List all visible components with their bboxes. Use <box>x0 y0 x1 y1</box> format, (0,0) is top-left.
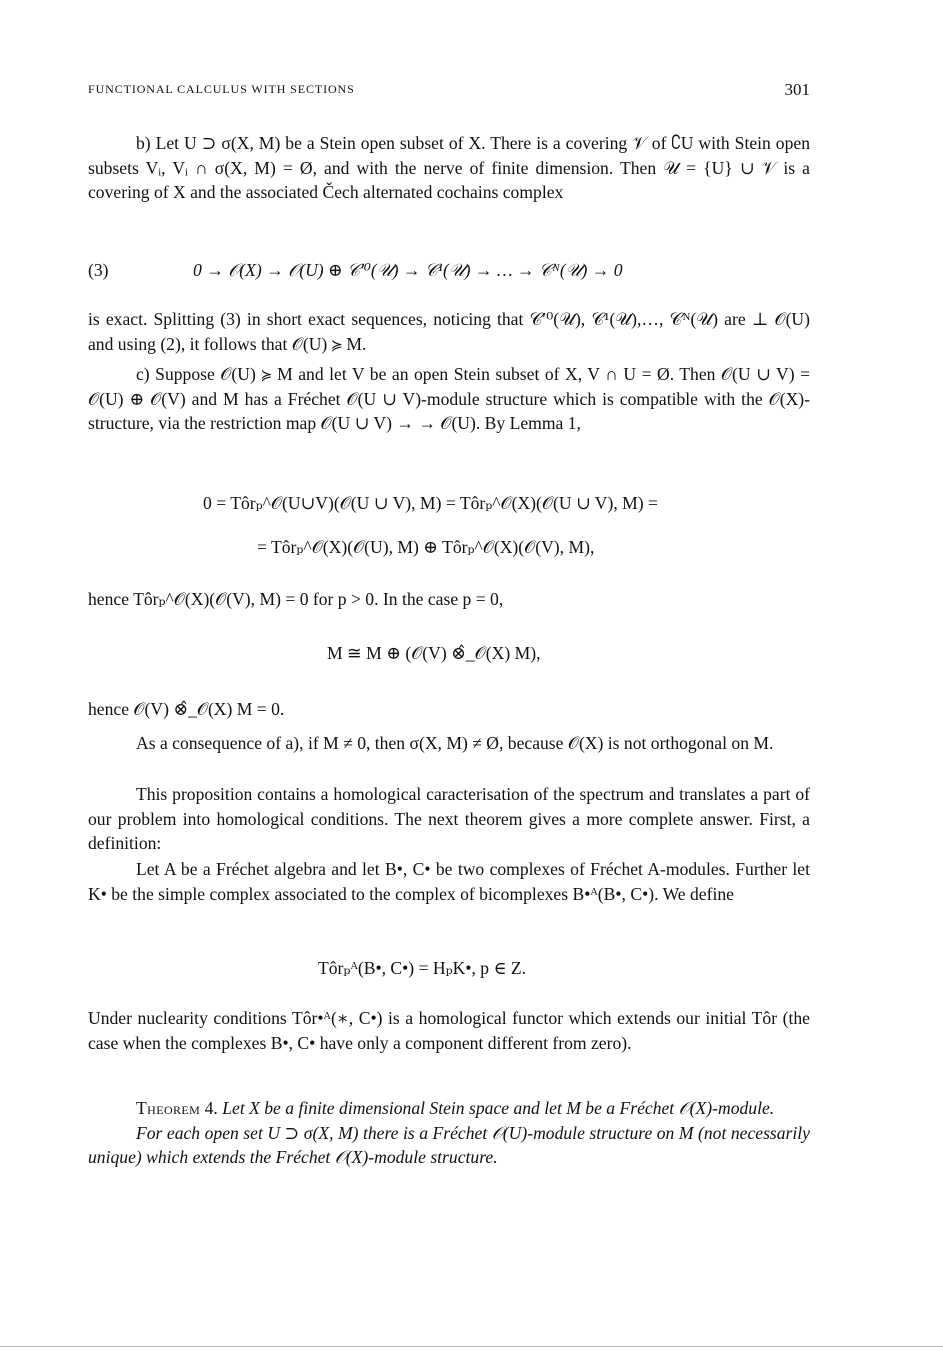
page-bottom-edge <box>0 1346 943 1347</box>
paragraph-exactness <box>88 307 810 356</box>
equation-tor-line-1: 0 = Tôrₚ^𝒪(U∪V)(𝒪(U ∪ V), M) = Tôrₚ^𝒪(X)(𝒪(U ∪ V), M) = <box>203 493 658 513</box>
page-number: 301 <box>784 80 810 99</box>
theorem-4 <box>88 1096 810 1170</box>
paragraph-text: hence Tôrₚ^𝒪(X)(𝒪(V), M) = 0 for p > 0. In the case p = 0, <box>88 589 504 609</box>
paragraph-text: is exact. Splitting (3) in short exact sequences, noticing that 𝒞′⁰(𝒰), 𝒞¹(𝒰),…, 𝒞ᴺ(𝒰) are ⊥ 𝒪(U) and using (2), it follows that 𝒪(U) ≽ M. <box>88 309 810 354</box>
paragraph-text: c) Suppose 𝒪(U) ≽ M and let V be an open Stein subset of X, V ∩ U = Ø. Then 𝒪(U ∪ V) = 𝒪(U) ⊕ 𝒪(V) and M has a Fréchet 𝒪(U ∪ V)-module structure which is compatible with the 𝒪(X)-structure, via the restriction map 𝒪(U ∪ V) → → 𝒪(U). By Lemma 1, <box>88 364 810 433</box>
paragraph-text: This proposition contains a homological caracterisation of the spectrum and translates a part of our problem into homological conditions. The next theorem gives a more complete answer. First, a definition: <box>88 784 810 853</box>
theorem-body: Let X be a finite dimensional Stein space and let M be a Fréchet 𝒪(X)-module. <box>222 1098 775 1118</box>
running-header <box>88 82 810 102</box>
equation-number-3: (3) <box>88 260 109 280</box>
theorem-continuation: For each open set U ⊃ σ(X, M) there is a Fréchet 𝒪(U)-module structure on M (not necessarily unique) which extends the Fréchet 𝒪(X)-module structure. <box>88 1122 810 1167</box>
paragraph-text: As a consequence of a), if M ≠ 0, then σ(X, M) ≠ Ø, because 𝒪(X) is not orthogonal on M. <box>136 733 774 753</box>
paragraph-consequence <box>88 731 810 756</box>
equation-tor-line-2: = Tôrₚ^𝒪(X)(𝒪(U), M) ⊕ Tôrₚ^𝒪(X)(𝒪(V), M), <box>257 537 595 557</box>
theorem-number: 4. <box>204 1098 218 1118</box>
paragraph-tensor-zero <box>88 697 810 722</box>
paragraph-text: Let A be a Fréchet algebra and let B•, C• be two complexes of Fréchet A-modules. Further let K• be the simple complex associated to the complex of bicomplexes B•ᴬ(B•, C•). We define <box>88 859 810 904</box>
paragraph-proposition-remark <box>88 782 810 856</box>
paragraph-text: Under nuclearity conditions Tôr•ᴬ(∗, C•) is a homological functor which extends our initial Tôr (the case when the complexes B•, C• have only a component different from zero). <box>88 1008 810 1053</box>
theorem-statement <box>88 1096 810 1121</box>
paragraph-case-b <box>88 131 810 205</box>
paragraph-tor-vanishing <box>88 587 810 612</box>
paragraph-text: hence 𝒪(V) ⊗̂_𝒪(X) M = 0. <box>88 699 285 719</box>
paragraph-definition <box>88 857 810 906</box>
equation-isomorphism: M ≅ M ⊕ (𝒪(V) ⊗̂_𝒪(X) M), <box>327 643 541 663</box>
equation-3-cech-complex: 0 → 𝒪(X) → 𝒪(U) ⊕ 𝒞′⁰(𝒰) → 𝒞¹(𝒰) → … → 𝒞ᴺ(𝒰) → 0 <box>193 260 623 280</box>
paragraph-text: b) Let U ⊃ σ(X, M) be a Stein open subset of X. There is a covering 𝒱 of ∁U with Stein open subsets Vᵢ, Vᵢ ∩ σ(X, M) = Ø, and with the nerve of finite dimension. Then 𝒰 = {U} ∪ 𝒱 is a covering of X and the associated Čech alternated cochains complex <box>88 133 810 202</box>
equation-tor-definition: Tôrₚᴬ(B•, C•) = HₚK•, p ∈ Z. <box>318 958 527 978</box>
paragraph-case-c <box>88 362 810 436</box>
theorem-label: Theorem <box>136 1098 201 1118</box>
paragraph-nuclearity <box>88 1006 810 1055</box>
running-title: FUNCTIONAL CALCULUS WITH SECTIONS <box>88 82 355 96</box>
